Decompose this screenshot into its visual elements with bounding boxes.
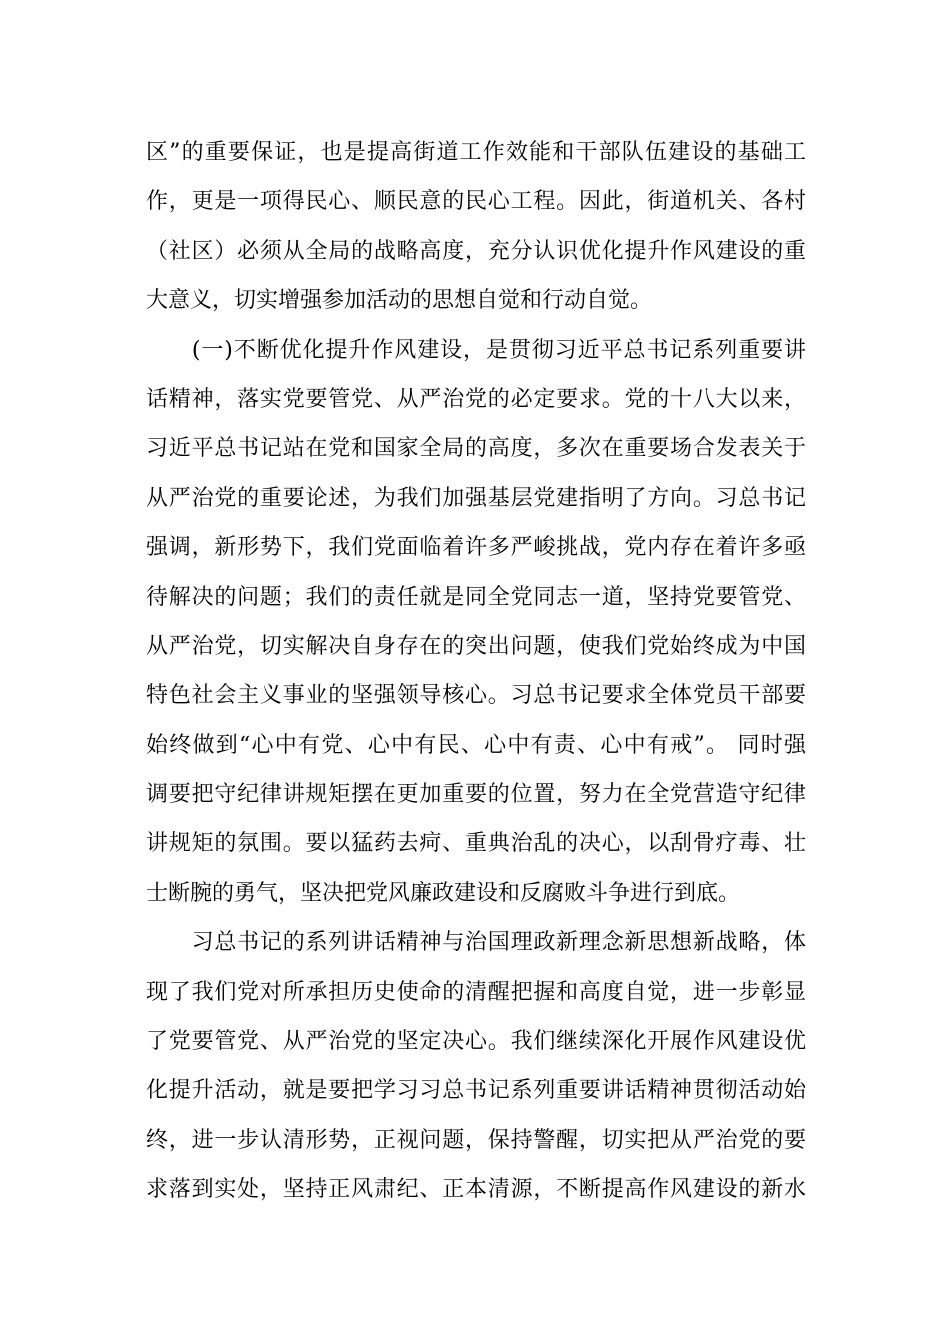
text-line: 习近平总书记站在党和国家全局的高度，多次在重要场合发表关于 (146, 436, 806, 462)
text-line: 强调，新形势下，我们党面临着许多严峻挑战，党内存在着许多亟 (146, 535, 806, 561)
text-line: 始终做到“心中有党、心中有民、心中有责、心中有戒”。 同时强 (146, 732, 806, 758)
text-line: 讲规矩的氛围。要以猛药去疴、重典治乱的决心，以刮骨疗毒、壮 (146, 831, 806, 857)
text-line: 调要把守纪律讲规矩摆在更加重要的位置，努力在全党营造守纪律 (146, 782, 806, 808)
paragraph-2 (146, 326, 806, 919)
text-line: 话精神，落实党要管党、从严治党的必定要求。党的十八大以来， (146, 386, 806, 412)
text-line: 终，进一步认清形势，正视问题，保持警醒，切实把从严治党的要 (146, 1127, 806, 1153)
text-line: 特色社会主义事业的坚强领导核心。习总书记要求全体党员干部要 (146, 683, 806, 709)
text-line: 作，更是一项得民心、顺民意的民心工程。因此，街道机关、各村 (146, 189, 806, 215)
text-line: 现了我们党对所承担历史使命的清醒把握和高度自觉，进一步彰显 (146, 979, 806, 1005)
text-line: 求落到实处，坚持正风肃纪、正本清源，不断提高作风建设的新水 (146, 1177, 806, 1203)
paragraph-1 (146, 128, 806, 326)
text-line: 区”的重要保证，也是提高街道工作效能和干部队伍建设的基础工 (146, 140, 806, 165)
text-line: （社区）必须从全局的战略高度，充分认识优化提升作风建设的重 (146, 238, 806, 264)
text-line: 大意义，切实增强参加活动的思想自觉和行动自觉。 (146, 288, 653, 314)
body-text (146, 128, 806, 1215)
text-line: 待解决的问题；我们的责任就是同全党同志一道，坚持党要管党、 (146, 584, 806, 610)
text-line: 习总书记的系列讲话精神与治国理政新理念新思想新战略，体 (146, 930, 806, 956)
text-line: 了党要管党、从严治党的坚定决心。我们继续深化开展作风建设优 (146, 1029, 806, 1055)
text-line: 士断腕的勇气，坚决把党风廉政建设和反腐败斗争进行到底。 (146, 880, 741, 906)
text-line: 从严治党的重要论述，为我们加强基层党建指明了方向。习总书记 (146, 485, 806, 511)
paragraph-3 (146, 918, 806, 1214)
text-line: (一)不断优化提升作风建设，是贯彻习近平总书记系列重要讲 (146, 337, 806, 363)
text-line: 化提升活动，就是要把学习习总书记系列重要讲话精神贯彻活动始 (146, 1078, 806, 1104)
text-line: 从严治党，切实解决自身存在的突出问题，使我们党始终成为中国 (146, 633, 806, 659)
